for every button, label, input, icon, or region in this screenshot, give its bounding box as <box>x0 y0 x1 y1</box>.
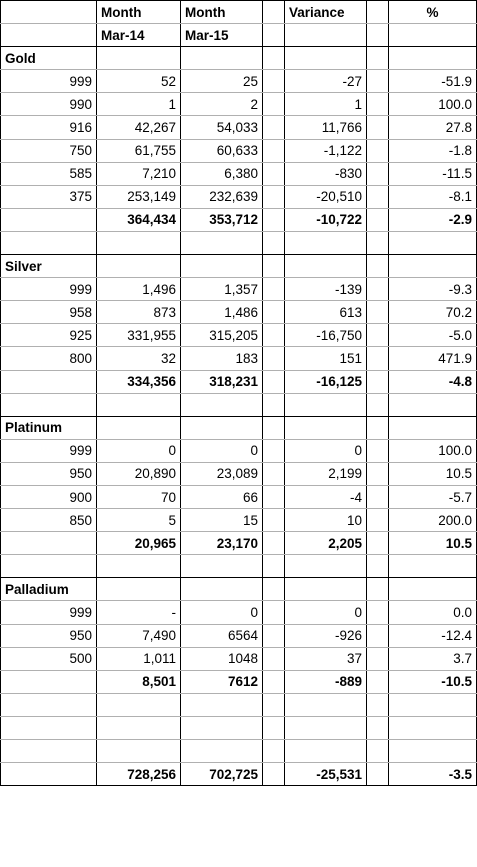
value-mar15: 15 <box>181 509 263 532</box>
value-mar15: 23,089 <box>181 462 263 485</box>
grand-total-percent: -3.5 <box>389 763 477 786</box>
blank-row <box>1 716 477 739</box>
fineness-label: 999 <box>1 70 97 93</box>
empty-cell <box>97 740 181 763</box>
spacer-cell <box>263 647 285 670</box>
fineness-label: 950 <box>1 624 97 647</box>
value-mar14: 42,267 <box>97 116 181 139</box>
total-label-cell <box>1 370 97 393</box>
empty-cell <box>181 693 263 716</box>
section-header-row <box>1 47 477 70</box>
table-row <box>1 601 477 624</box>
fineness-label: 750 <box>1 139 97 162</box>
value-variance: 0 <box>285 601 367 624</box>
empty-cell <box>367 716 389 739</box>
grand-total-variance: -25,531 <box>285 763 367 786</box>
empty-cell <box>263 716 285 739</box>
value-mar15: 2 <box>181 93 263 116</box>
spacer-cell <box>263 624 285 647</box>
fineness-label: 990 <box>1 93 97 116</box>
empty-cell <box>263 47 285 70</box>
header-percent: % <box>389 1 477 24</box>
spacer-cell <box>367 93 389 116</box>
grand-total-label-cell <box>1 763 97 786</box>
empty-cell <box>181 740 263 763</box>
spacer-cell <box>367 647 389 670</box>
total-label-cell <box>1 208 97 231</box>
value-mar14: 1,496 <box>97 278 181 301</box>
value-percent: 0.0 <box>389 601 477 624</box>
empty-cell <box>181 416 263 439</box>
value-percent: 10.5 <box>389 462 477 485</box>
total-label-cell <box>1 670 97 693</box>
value-mar15: 315,205 <box>181 324 263 347</box>
spacer-cell <box>367 462 389 485</box>
table-row <box>1 509 477 532</box>
section-total-row <box>1 370 477 393</box>
empty-cell <box>97 393 181 416</box>
empty-cell <box>1 693 97 716</box>
value-percent: 471.9 <box>389 347 477 370</box>
value-variance: -16,750 <box>285 324 367 347</box>
empty-cell <box>285 231 367 254</box>
value-variance: 2,199 <box>285 462 367 485</box>
value-mar14: 331,955 <box>97 324 181 347</box>
spacer-cell <box>367 601 389 624</box>
fineness-label: 958 <box>1 301 97 324</box>
empty-cell <box>367 693 389 716</box>
blank-row <box>1 740 477 763</box>
empty-cell <box>389 693 477 716</box>
spacer-cell <box>263 301 285 324</box>
spacer-cell <box>263 116 285 139</box>
value-mar15: 66 <box>181 485 263 508</box>
spacer-cell <box>367 116 389 139</box>
value-mar15: 232,639 <box>181 185 263 208</box>
spacer-cell <box>263 324 285 347</box>
total-label-cell <box>1 532 97 555</box>
table-row <box>1 324 477 347</box>
table-row <box>1 93 477 116</box>
value-variance: 0 <box>285 439 367 462</box>
total-percent: -10.5 <box>389 670 477 693</box>
empty-cell <box>263 693 285 716</box>
section-name: Silver <box>1 255 97 278</box>
value-percent: 200.0 <box>389 509 477 532</box>
value-mar14: 1 <box>97 93 181 116</box>
spacer-cell <box>367 185 389 208</box>
header-date-mar14: Mar-14 <box>97 24 181 47</box>
total-mar14: 8,501 <box>97 670 181 693</box>
header-label-cell <box>1 24 97 47</box>
empty-cell <box>263 255 285 278</box>
spacer-cell <box>367 139 389 162</box>
value-percent: 100.0 <box>389 93 477 116</box>
table-row <box>1 462 477 485</box>
value-variance: 151 <box>285 347 367 370</box>
table-row <box>1 278 477 301</box>
value-variance: -926 <box>285 624 367 647</box>
value-mar15: 54,033 <box>181 116 263 139</box>
spacer-cell <box>263 347 285 370</box>
table-row <box>1 439 477 462</box>
empty-cell <box>285 693 367 716</box>
empty-cell <box>367 416 389 439</box>
spacer-cell <box>263 139 285 162</box>
value-percent: -5.0 <box>389 324 477 347</box>
value-percent: 70.2 <box>389 301 477 324</box>
table-row <box>1 185 477 208</box>
table-row <box>1 70 477 93</box>
empty-cell <box>389 393 477 416</box>
table-row <box>1 139 477 162</box>
header-month-mar14: Month <box>97 1 181 24</box>
section-name: Gold <box>1 47 97 70</box>
empty-cell <box>181 393 263 416</box>
spacer-cell <box>263 763 285 786</box>
empty-cell <box>263 740 285 763</box>
value-percent: 100.0 <box>389 439 477 462</box>
section-separator-row <box>1 693 477 716</box>
value-percent: 3.7 <box>389 647 477 670</box>
empty-cell <box>181 255 263 278</box>
spacer-cell <box>367 370 389 393</box>
empty-cell <box>97 693 181 716</box>
empty-cell <box>1 231 97 254</box>
fineness-label: 500 <box>1 647 97 670</box>
value-percent: -5.7 <box>389 485 477 508</box>
empty-cell <box>389 231 477 254</box>
empty-cell <box>389 740 477 763</box>
value-percent: -11.5 <box>389 162 477 185</box>
table-row <box>1 485 477 508</box>
value-mar15: 1,357 <box>181 278 263 301</box>
value-mar15: 25 <box>181 70 263 93</box>
spacer-cell <box>367 208 389 231</box>
empty-cell <box>1 555 97 578</box>
section-name: Palladium <box>1 578 97 601</box>
value-mar14: 7,210 <box>97 162 181 185</box>
table-row <box>1 301 477 324</box>
value-mar14: 1,011 <box>97 647 181 670</box>
empty-cell <box>285 716 367 739</box>
table-row <box>1 347 477 370</box>
fineness-label: 850 <box>1 509 97 532</box>
header-variance: Variance <box>285 1 367 24</box>
section-separator-row <box>1 555 477 578</box>
value-mar14: - <box>97 601 181 624</box>
spacer-cell <box>263 439 285 462</box>
total-percent: 10.5 <box>389 532 477 555</box>
section-separator-row <box>1 393 477 416</box>
empty-cell <box>285 393 367 416</box>
total-variance: 2,205 <box>285 532 367 555</box>
value-variance: 613 <box>285 301 367 324</box>
value-percent: -12.4 <box>389 624 477 647</box>
spacer-cell <box>263 278 285 301</box>
value-percent: 27.8 <box>389 116 477 139</box>
header-date-mar15: Mar-15 <box>181 24 263 47</box>
value-percent: -9.3 <box>389 278 477 301</box>
empty-cell <box>285 47 367 70</box>
empty-cell <box>285 255 367 278</box>
fineness-label: 375 <box>1 185 97 208</box>
total-percent: -4.8 <box>389 370 477 393</box>
value-mar15: 0 <box>181 601 263 624</box>
value-variance: -27 <box>285 70 367 93</box>
spacer-cell <box>263 162 285 185</box>
empty-cell <box>263 231 285 254</box>
empty-cell <box>97 47 181 70</box>
section-total-row <box>1 208 477 231</box>
header-variance-sub <box>285 24 367 47</box>
spacer-cell <box>263 485 285 508</box>
spacer-cell <box>367 347 389 370</box>
empty-cell <box>263 393 285 416</box>
empty-cell <box>367 740 389 763</box>
empty-cell <box>181 231 263 254</box>
value-percent: -51.9 <box>389 70 477 93</box>
value-variance: 10 <box>285 509 367 532</box>
value-variance: -4 <box>285 485 367 508</box>
value-mar15: 1,486 <box>181 301 263 324</box>
total-variance: -889 <box>285 670 367 693</box>
fineness-label: 999 <box>1 439 97 462</box>
total-variance: -16,125 <box>285 370 367 393</box>
table-row <box>1 647 477 670</box>
header-spacer <box>367 24 389 47</box>
total-mar14: 334,356 <box>97 370 181 393</box>
value-mar14: 0 <box>97 439 181 462</box>
empty-cell <box>285 740 367 763</box>
value-variance: -20,510 <box>285 185 367 208</box>
spacer-cell <box>263 185 285 208</box>
empty-cell <box>1 716 97 739</box>
spacer-cell <box>367 439 389 462</box>
empty-cell <box>1 393 97 416</box>
empty-cell <box>367 393 389 416</box>
spacer-cell <box>263 370 285 393</box>
empty-cell <box>181 555 263 578</box>
spacer-cell <box>367 532 389 555</box>
spacer-cell <box>367 670 389 693</box>
spacer-cell <box>367 763 389 786</box>
empty-cell <box>263 555 285 578</box>
spacer-cell <box>367 509 389 532</box>
spacer-cell <box>367 324 389 347</box>
empty-cell <box>97 555 181 578</box>
value-mar14: 32 <box>97 347 181 370</box>
value-mar14: 5 <box>97 509 181 532</box>
empty-cell <box>389 416 477 439</box>
total-variance: -10,722 <box>285 208 367 231</box>
section-name: Platinum <box>1 416 97 439</box>
fineness-label: 950 <box>1 462 97 485</box>
section-header-row <box>1 578 477 601</box>
value-percent: -1.8 <box>389 139 477 162</box>
section-total-row <box>1 532 477 555</box>
header-row-1 <box>1 1 477 24</box>
empty-cell <box>263 416 285 439</box>
header-spacer <box>263 24 285 47</box>
empty-cell <box>367 47 389 70</box>
header-month-mar15: Month <box>181 1 263 24</box>
spacer-cell <box>367 162 389 185</box>
spacer-cell <box>263 532 285 555</box>
grand-total-row <box>1 763 477 786</box>
total-mar15: 318,231 <box>181 370 263 393</box>
empty-cell <box>367 231 389 254</box>
value-variance: 1 <box>285 93 367 116</box>
empty-cell <box>97 716 181 739</box>
empty-cell <box>389 255 477 278</box>
header-spacer <box>263 1 285 24</box>
empty-cell <box>285 578 367 601</box>
header-spacer <box>367 1 389 24</box>
value-mar14: 20,890 <box>97 462 181 485</box>
spacer-cell <box>263 670 285 693</box>
spacer-cell <box>367 624 389 647</box>
section-header-row <box>1 255 477 278</box>
spacer-cell <box>263 93 285 116</box>
value-mar14: 70 <box>97 485 181 508</box>
spacer-cell <box>367 301 389 324</box>
value-mar14: 253,149 <box>97 185 181 208</box>
spacer-cell <box>367 278 389 301</box>
total-mar15: 23,170 <box>181 532 263 555</box>
value-mar15: 6,380 <box>181 162 263 185</box>
value-mar14: 52 <box>97 70 181 93</box>
spacer-cell <box>263 462 285 485</box>
empty-cell <box>367 555 389 578</box>
table-row <box>1 116 477 139</box>
value-mar14: 873 <box>97 301 181 324</box>
section-separator-row <box>1 231 477 254</box>
fineness-label: 900 <box>1 485 97 508</box>
empty-cell <box>97 416 181 439</box>
value-mar15: 6564 <box>181 624 263 647</box>
section-total-row <box>1 670 477 693</box>
total-percent: -2.9 <box>389 208 477 231</box>
empty-cell <box>97 578 181 601</box>
empty-cell <box>389 716 477 739</box>
fineness-label: 916 <box>1 116 97 139</box>
header-label-cell <box>1 1 97 24</box>
empty-cell <box>285 555 367 578</box>
value-variance: -139 <box>285 278 367 301</box>
value-mar14: 7,490 <box>97 624 181 647</box>
value-mar15: 60,633 <box>181 139 263 162</box>
empty-cell <box>181 716 263 739</box>
value-variance: 11,766 <box>285 116 367 139</box>
empty-cell <box>285 416 367 439</box>
table-body <box>1 1 477 786</box>
total-mar15: 353,712 <box>181 208 263 231</box>
fineness-label: 585 <box>1 162 97 185</box>
empty-cell <box>97 231 181 254</box>
value-variance: -1,122 <box>285 139 367 162</box>
table-row <box>1 162 477 185</box>
value-mar15: 0 <box>181 439 263 462</box>
spacer-cell <box>263 601 285 624</box>
fineness-label: 800 <box>1 347 97 370</box>
fineness-label: 925 <box>1 324 97 347</box>
section-header-row <box>1 416 477 439</box>
total-mar14: 20,965 <box>97 532 181 555</box>
header-row-2 <box>1 24 477 47</box>
empty-cell <box>389 555 477 578</box>
spacer-cell <box>263 509 285 532</box>
spacer-cell <box>367 70 389 93</box>
empty-cell <box>263 578 285 601</box>
value-variance: -830 <box>285 162 367 185</box>
spacer-cell <box>263 70 285 93</box>
value-mar15: 1048 <box>181 647 263 670</box>
value-mar14: 61,755 <box>97 139 181 162</box>
empty-cell <box>367 578 389 601</box>
empty-cell <box>389 578 477 601</box>
total-mar14: 364,434 <box>97 208 181 231</box>
fineness-label: 999 <box>1 278 97 301</box>
fineness-label: 999 <box>1 601 97 624</box>
spacer-cell <box>367 485 389 508</box>
value-mar15: 183 <box>181 347 263 370</box>
table-row <box>1 624 477 647</box>
spacer-cell <box>263 208 285 231</box>
grand-total-mar14: 728,256 <box>97 763 181 786</box>
empty-cell <box>389 47 477 70</box>
empty-cell <box>181 578 263 601</box>
empty-cell <box>97 255 181 278</box>
empty-cell <box>181 47 263 70</box>
value-percent: -8.1 <box>389 185 477 208</box>
total-mar15: 7612 <box>181 670 263 693</box>
empty-cell <box>367 255 389 278</box>
empty-cell <box>1 740 97 763</box>
grand-total-mar15: 702,725 <box>181 763 263 786</box>
value-variance: 37 <box>285 647 367 670</box>
header-percent-sub <box>389 24 477 47</box>
